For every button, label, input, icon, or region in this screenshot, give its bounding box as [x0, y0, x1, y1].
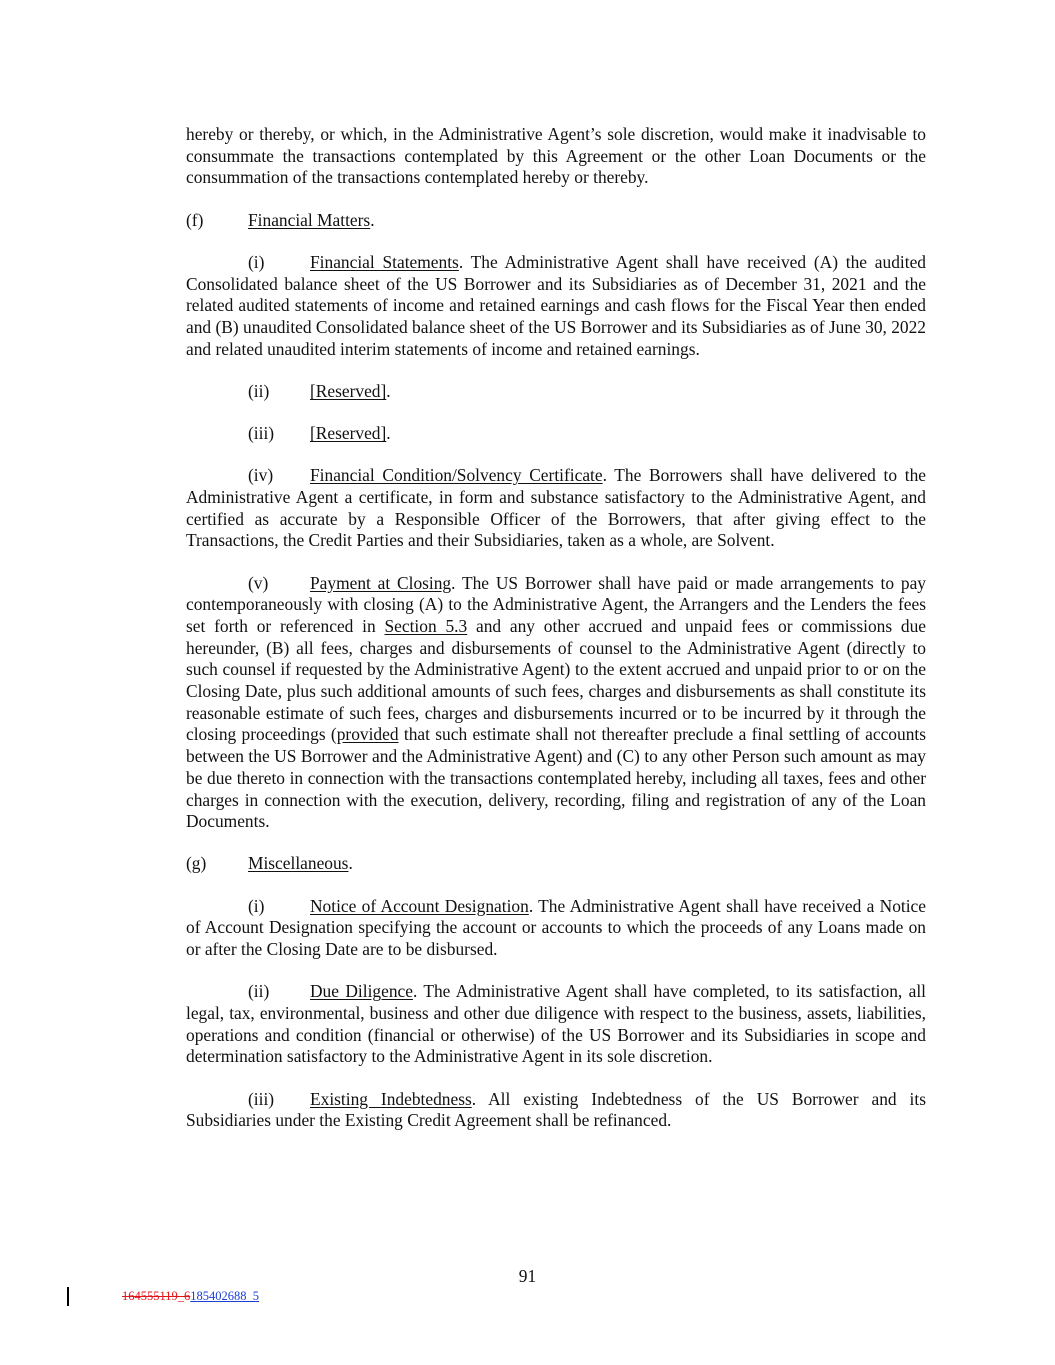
provided-term: provided [336, 724, 399, 745]
clause-f-ii: (ii) [Reserved]. [248, 380, 391, 401]
clause-f-i: (i) Financial Statements. The Administrative Agent shall have received (A) the audited Consolidated balance sheet of the US Borrower and its Subsidiaries as of December 31, 2021 and the related audited statements of income and retained earnings and cash flows for the Fiscal Year then ended and (B) unaudited Consolidated balance sheet of the US Borrower and its Subsidiaries as of June 30, 2022 and related unaudited interim statements of income and retained earnings. [186, 251, 926, 359]
clause-g-ii: (ii) Due Diligence. The Administrative Agent shall have completed, to its satisfaction, all legal, tax, environmental, business and other due diligence with respect to the business, assets, liabilities, operations and condition (financial or otherwise) of the US Borrower and its Subsidiaries in scope and determination satisfactory to the Administrative Agent in its sole discretion. [186, 981, 927, 1067]
clause-title: Due Diligence [310, 981, 413, 1002]
clause-g-i: (i) Notice of Account Designation. The Administrative Agent shall have received a Notice of Account Designation specifying the account or accounts to which the proceeds of any Loans made on or after the Closing Date are to be disbursed. [186, 895, 926, 960]
section-f-number: (f) [186, 209, 204, 230]
section-f-title: Financial Matters [248, 209, 371, 230]
page-number: 91 [518, 1266, 537, 1286]
section-reference-link[interactable]: Section 5.3 [384, 615, 468, 636]
clause-title: Financial Statements [310, 251, 459, 272]
clause-title: Payment at Closing [310, 572, 452, 593]
clause-title: Notice of Account Designation [310, 895, 529, 916]
document-id [122, 1289, 259, 1304]
section-g-heading: (g) Miscellaneous. [186, 853, 353, 874]
clause-g-iii: (iii) Existing Indebtedness. All existing Indebtedness of the US Borrower and its Subsidiaries under the Existing Credit Agreement shall be refinanced. [186, 1088, 926, 1131]
clause-title: Financial Condition/Solvency Certificate [310, 465, 603, 486]
revision-change-bar [67, 1287, 69, 1306]
document-body [186, 124, 926, 1132]
clause-title: [Reserved] [310, 423, 387, 444]
section-g-number: (g) [186, 853, 207, 874]
section-f-heading: (f) Financial Matters. [186, 209, 375, 230]
deleted-doc-id: 164555119_6 [122, 1289, 191, 1303]
clause-title: [Reserved] [310, 380, 387, 401]
clause-f-v: (v) Payment at Closing. The US Borrower shall have paid or made arrangements to pay contemporaneously with closing (A) to the Administrative Agent, the Arrangers and the Lenders the fees set forth or referenced in Section 5.3 and any other accrued and unpaid fees or commissions due hereunder, (B) all fees, charges and disbursements of counsel to the Administrative Agent (directly to such counsel if requested by the Administrative Agent) to the extent accrued and unpaid prior to or on the Closing Date, plus such additional amounts of such fees, charges and disbursements as shall constitute its reasonable estimate of such fees, charges and disbursements incurred or to be incurred by it through the closing proceedings (provided that such estimate shall not thereafter preclude a final settling of accounts between the US Borrower and the Administrative Agent) and (C) to any other Person such amount as may be due thereto in connection with the transactions contemplated hereby, including all taxes, fees and other charges in connection with the execution, delivery, recording, filing and registration of any of the Loan Documents. [186, 572, 927, 832]
carryover-paragraph: hereby or thereby, or which, in the Administrative Agent’s sole discretion, would make it inadvisable to consummate the transactions contemplated by this Agreement or the other Loan Documents or the consummation of the transactions contemplated hereby or thereby. [186, 124, 926, 188]
clause-f-iii: (iii) [Reserved]. [248, 423, 391, 444]
inserted-doc-id: 185402688_5 [190, 1289, 260, 1303]
section-g-title: Miscellaneous [248, 853, 349, 874]
clause-title: Existing Indebtedness [310, 1088, 472, 1109]
clause-f-iv: (iv) Financial Condition/Solvency Certificate. The Borrowers shall have delivered to the Administrative Agent a certificate, in form and substance satisfactory to the Administrative Agent, and certified as accurate by a Responsible Officer of the Borrowers, that after giving effect to the Transactions, the Credit Parties and their Subsidiaries, taken as a whole, are Solvent. [186, 465, 926, 551]
